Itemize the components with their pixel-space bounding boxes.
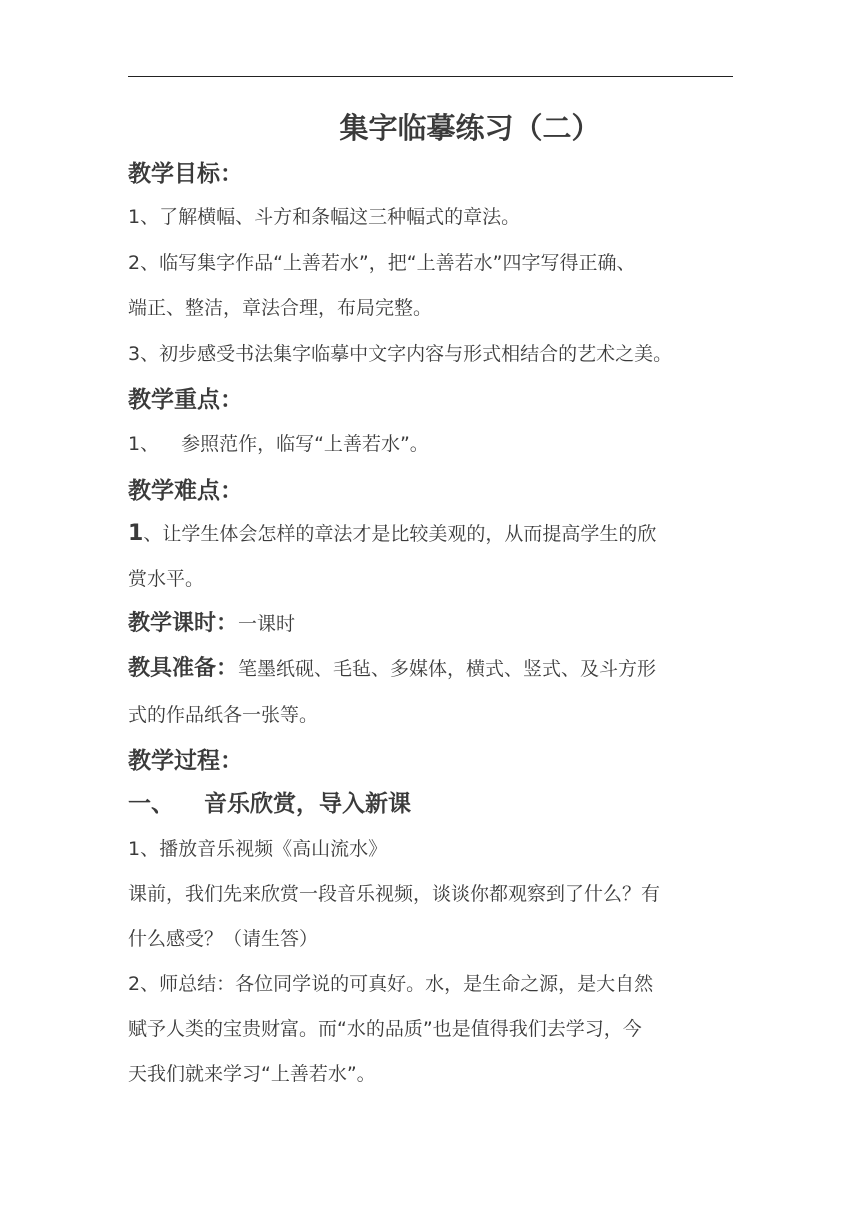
process-heading: 教学过程： [128,748,243,774]
body-line-3: 什么感受？（请生答） [128,928,319,950]
materials-line-2: 式的作品纸各一张等。 [128,704,319,726]
section-one-heading [128,790,748,818]
body-line-5: 赋予人类的宝贵财富。而“水的品质”也是值得我们去学习，今 [128,1018,642,1040]
difficulties-heading: 教学难点： [128,478,243,504]
section-one-text: 音乐欣赏，导入新课 [204,791,411,817]
difficulty-line-1 [128,522,748,546]
body-line-2: 课前，我们先来欣赏一段音乐视频，谈谈你都观察到了什么？有 [128,883,661,905]
difficulty-text-1: 、让学生体会怎样的章法才是比较美观的，从而提高学生的欣 [143,523,657,545]
materials-text-1: 笔墨纸砚、毛毡、多媒体，横式、竖式、及斗方形 [238,658,657,680]
class-hours-value: 一课时 [238,613,296,635]
difficulty-line-2: 赏水平。 [128,568,205,590]
key-point-text: 参照范作，临写“上善若水”。 [181,433,429,455]
page-title: 集字临摹练习（二） [339,111,601,145]
materials-line-1 [128,657,748,681]
key-point-line [128,432,748,456]
materials-label: 教具准备： [128,656,239,681]
key-points-heading: 教学重点： [128,387,243,413]
objective-line-1: 1、了解横幅、斗方和条幅这三种幅式的章法。 [128,206,521,228]
class-hours-line [128,612,748,636]
key-point-number: 1、 [128,433,160,455]
difficulty-number: 1 [128,521,144,546]
body-line-1: 1、播放音乐视频《高山流水》 [128,838,388,860]
header-rule [128,76,733,77]
objective-line-3: 3、初步感受书法集字临摹中文字内容与形式相结合的艺术之美。 [128,343,673,365]
section-one-number: 一、 [128,791,174,817]
class-hours-label: 教学课时： [128,611,239,636]
body-line-6: 天我们就来学习“上善若水”。 [128,1063,376,1085]
objective-line-2-cont: 端正、整洁，章法合理，布局完整。 [128,297,433,319]
objectives-heading: 教学目标： [128,161,243,187]
objective-line-2: 2、临写集字作品“上善若水”，把“上善若水”四字写得正确、 [128,252,636,274]
body-line-4: 2、师总结：各位同学说的可真好。水，是生命之源，是大自然 [128,973,654,995]
